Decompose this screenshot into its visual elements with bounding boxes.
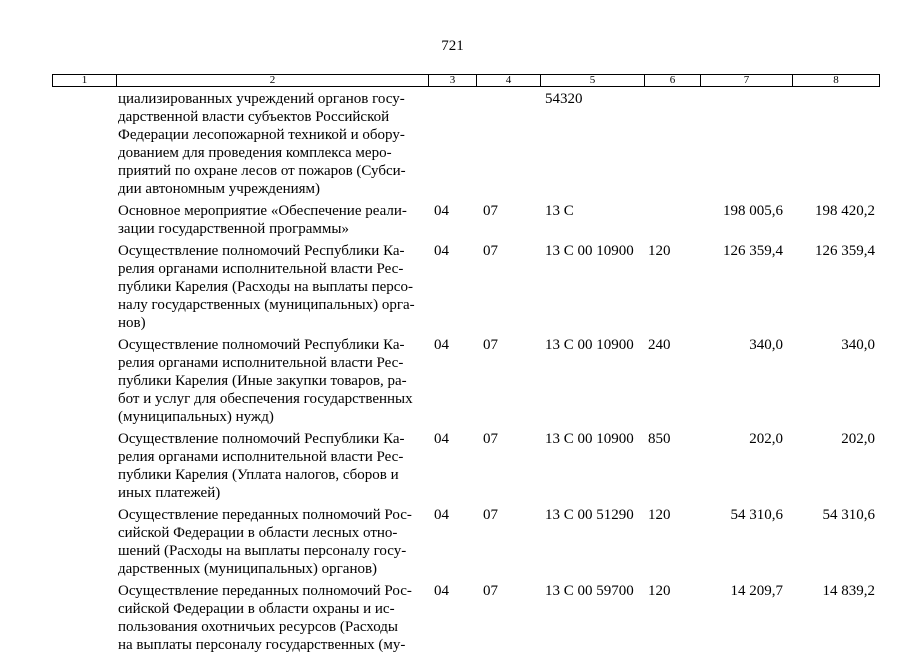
column-header-5: 5	[541, 75, 645, 87]
subsection-code: 07	[483, 243, 498, 259]
section-code: 04	[434, 431, 449, 447]
description-line: приятий по охране лесов от пожаров (Субси-	[118, 163, 406, 179]
amount-col-7: 202,0	[749, 431, 783, 447]
column-header-3: 3	[429, 75, 477, 87]
row-description	[118, 87, 418, 199]
column-header-1: 1	[53, 75, 117, 87]
description-line: сийской Федерации в области лесных отно-	[118, 525, 398, 541]
description-line: дарственных (муниципальных) органов)	[118, 561, 378, 577]
description-line: нов)	[118, 315, 146, 331]
description-line: дованием для проведения комплекса меро-	[118, 145, 392, 161]
section-code: 04	[434, 583, 449, 599]
description-line: (муниципальных) нужд)	[118, 409, 274, 425]
budget-table-body	[52, 87, 879, 655]
description-line: налу государственных (муниципальных) орга-	[118, 297, 415, 313]
section-code: 04	[434, 243, 449, 259]
description-line: на выплаты персоналу государственных (му-	[118, 637, 406, 653]
section-code: 04	[434, 337, 449, 353]
table-row	[52, 333, 879, 427]
subsection-code: 07	[483, 507, 498, 523]
description-line: релия органами исполнительной власти Рес-	[118, 261, 404, 277]
target-article-code: 13 С 00 10900	[545, 431, 634, 447]
table-row	[52, 427, 879, 503]
section-code: 04	[434, 507, 449, 523]
description-line: Осуществление переданных полномочий Рос-	[118, 507, 412, 523]
row-description	[118, 579, 418, 655]
description-line: пользования охотничьих ресурсов (Расходы	[118, 619, 399, 635]
target-article-code: 54320	[545, 91, 583, 107]
column-header-row	[52, 74, 880, 87]
subsection-code: 07	[483, 583, 498, 599]
description-line: публики Карелия (Уплата налогов, сборов и	[118, 467, 399, 483]
target-article-code: 13 С 00 10900	[545, 337, 634, 353]
amount-col-8: 198 420,2	[815, 203, 875, 219]
amount-col-8: 14 839,2	[822, 583, 875, 599]
description-line: циализированных учреждений органов госу-	[118, 91, 405, 107]
description-line: Осуществление полномочий Республики Ка-	[118, 243, 405, 259]
column-header-2: 2	[117, 75, 429, 87]
table-row	[52, 87, 879, 199]
description-line: публики Карелия (Иные закупки товаров, ра-	[118, 373, 407, 389]
table-row	[52, 579, 879, 655]
table-row	[52, 199, 879, 239]
subsection-code: 07	[483, 431, 498, 447]
description-line: релия органами исполнительной власти Рес-	[118, 449, 404, 465]
expense-type-code: 240	[648, 337, 671, 353]
target-article-code: 13 С 00 51290	[545, 507, 634, 523]
row-description	[118, 239, 418, 333]
amount-col-7: 126 359,4	[723, 243, 783, 259]
expense-type-code: 120	[648, 507, 671, 523]
description-line: шений (Расходы на выплаты персоналу госу-	[118, 543, 407, 559]
target-article-code: 13 С	[545, 203, 574, 219]
row-description	[118, 333, 418, 427]
description-line: Основное мероприятие «Обеспечение реали-	[118, 203, 407, 219]
description-line: релия органами исполнительной власти Рес-	[118, 355, 404, 371]
amount-col-7: 340,0	[749, 337, 783, 353]
description-line: бот и услуг для обеспечения государственных	[118, 391, 413, 407]
description-line: зации государственной программы»	[118, 221, 349, 237]
amount-col-8: 126 359,4	[815, 243, 875, 259]
subsection-code: 07	[483, 337, 498, 353]
description-line: Осуществление полномочий Республики Ка-	[118, 337, 405, 353]
table-row	[52, 503, 879, 579]
subsection-code: 07	[483, 203, 498, 219]
target-article-code: 13 С 00 59700	[545, 583, 634, 599]
table-row	[52, 239, 879, 333]
description-line: Осуществление переданных полномочий Рос-	[118, 583, 412, 599]
column-header-7: 7	[701, 75, 793, 87]
description-line: Федерации лесопожарной техникой и обору-	[118, 127, 405, 143]
page-number: 721	[441, 38, 464, 54]
description-line: Осуществление полномочий Республики Ка-	[118, 431, 405, 447]
column-header-8: 8	[793, 75, 880, 87]
expense-type-code: 850	[648, 431, 671, 447]
amount-col-7: 54 310,6	[730, 507, 783, 523]
amount-col-8: 202,0	[841, 431, 875, 447]
description-line: публики Карелия (Расходы на выплаты персо-	[118, 279, 413, 295]
target-article-code: 13 С 00 10900	[545, 243, 634, 259]
column-header-4: 4	[477, 75, 541, 87]
description-line: иных платежей)	[118, 485, 221, 501]
expense-type-code: 120	[648, 583, 671, 599]
description-line: дарственной власти субъектов Российской	[118, 109, 390, 125]
description-line: сийской Федерации в области охраны и ис-	[118, 601, 395, 617]
expense-type-code: 120	[648, 243, 671, 259]
amount-col-8: 54 310,6	[822, 507, 875, 523]
amount-col-7: 14 209,7	[730, 583, 783, 599]
description-line: дии автономным учреждениям)	[118, 181, 321, 197]
column-header-6: 6	[645, 75, 701, 87]
amount-col-8: 340,0	[841, 337, 875, 353]
row-description	[118, 503, 418, 579]
section-code: 04	[434, 203, 449, 219]
row-description	[118, 199, 418, 239]
amount-col-7: 198 005,6	[723, 203, 783, 219]
row-description	[118, 427, 418, 503]
